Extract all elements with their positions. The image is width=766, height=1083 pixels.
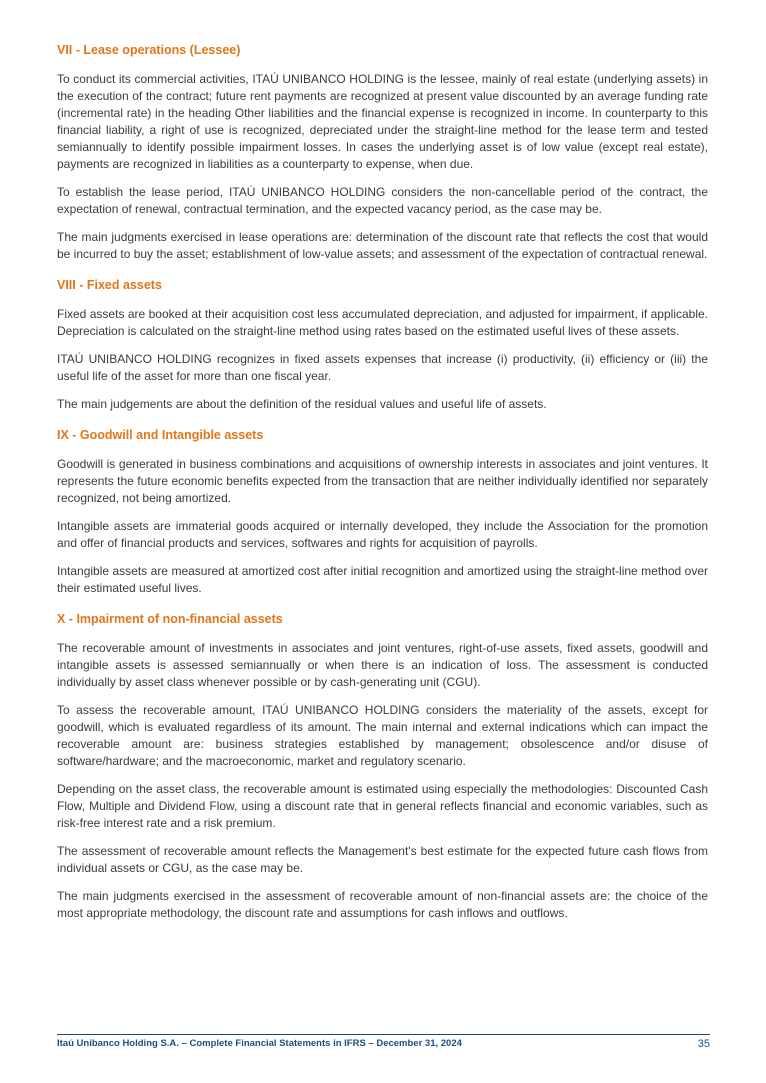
paragraph: Intangible assets are measured at amortized cost after initial recognition and amortized using the straight-line method over their estimated useful lives. [57,564,708,595]
page-footer [57,1034,710,1050]
paragraph: Depending on the asset class, the recoverable amount is estimated using especially the methodologies: Discounted Cash Flow, Multiple and Dividend Flow, using a discount rate that in general reflects financial and economic variables, such as risk-free interest rate and a risk premium. [57,782,708,830]
section-heading-impairment: X - Impairment of non-financial assets [57,612,283,626]
paragraph: To establish the lease period, ITAÚ UNIBANCO HOLDING considers the non-cancellable period of the contract, the expectation of renewal, contractual termination, and the expected vacancy period, as the case may be. [57,185,708,216]
paragraph: Intangible assets are immaterial goods acquired or internally developed, they include the Association for the promotion and offer of financial products and services, softwares and rights for acquisition of payrolls. [57,519,708,550]
paragraph: To conduct its commercial activities, ITAÚ UNIBANCO HOLDING is the lessee, mainly of real estate (underlying assets) in the execution of the contract; future rent payments are recognized at present value discounted by an average funding rate (incremental rate) in the heading Other liabilities and the financial expense is recognized in income. In counterparty to this financial liability, a right of use is recognized, depreciated under the straight-line method for the lease term and tested semiannually to identify possible impairment losses. In cases the underlying asset is of low value (except real estate), payments are recognized in liabilities as a counterparty to expense, when due. [57,72,708,171]
paragraph: The main judgments exercised in the assessment of recoverable amount of non-financial assets are: the choice of the most appropriate methodology, the discount rate and assumptions for cash inflows and outflows. [57,889,708,920]
footer-text: Itaú Unibanco Holding S.A. – Complete Financial Statements in IFRS – December 31, 2024 [57,1038,462,1049]
paragraph: The main judgements are about the definition of the residual values and useful life of assets. [57,397,547,411]
paragraph: ITAÚ UNIBANCO HOLDING recognizes in fixed assets expenses that increase (i) productivity, (ii) efficiency or (iii) the useful life of the asset for more than one fiscal year. [57,352,708,383]
paragraph: The recoverable amount of investments in associates and joint ventures, right-of-use assets, fixed assets, goodwill and intangible assets is assessed semiannually or when there is an indication of loss. The assessment is conducted individually by asset class whenever possible or by cash-generating unit (CGU). [57,641,708,689]
document-content [57,42,708,933]
paragraph: The assessment of recoverable amount reflects the Management's best estimate for the expected future cash flows from individual assets or CGU, as the case may be. [57,844,708,875]
paragraph: Fixed assets are booked at their acquisition cost less accumulated depreciation, and adjusted for impairment, if applicable. Depreciation is calculated on the straight-line method using rates based on the estimated useful lives of these assets. [57,307,708,338]
section-heading-fixed-assets: VIII - Fixed assets [57,278,162,292]
paragraph: Goodwill is generated in business combinations and acquisitions of ownership interests in associates and joint ventures. It represents the future economic benefits expected from the transaction that are neither individually identified nor separately recognized, not being amortized. [57,457,708,505]
paragraph: To assess the recoverable amount, ITAÚ UNIBANCO HOLDING considers the materiality of the assets, except for goodwill, which is evaluated regardless of its amount. The main internal and external indications which can impact the recoverable amount are: business strategies established by management; obsolescence and/or disuse of software/hardware; and the macroeconomic, market and regulatory scenario. [57,703,708,768]
paragraph: The main judgments exercised in lease operations are: determination of the discount rate that reflects the cost that would be incurred to buy the asset; establishment of low-value assets; and assessment of the expectation of contractual renewal. [57,230,708,261]
page-number: 35 [697,1038,710,1050]
section-heading-goodwill-intangible: IX - Goodwill and Intangible assets [57,428,264,442]
section-heading-lease-operations: VII - Lease operations (Lessee) [57,43,241,57]
